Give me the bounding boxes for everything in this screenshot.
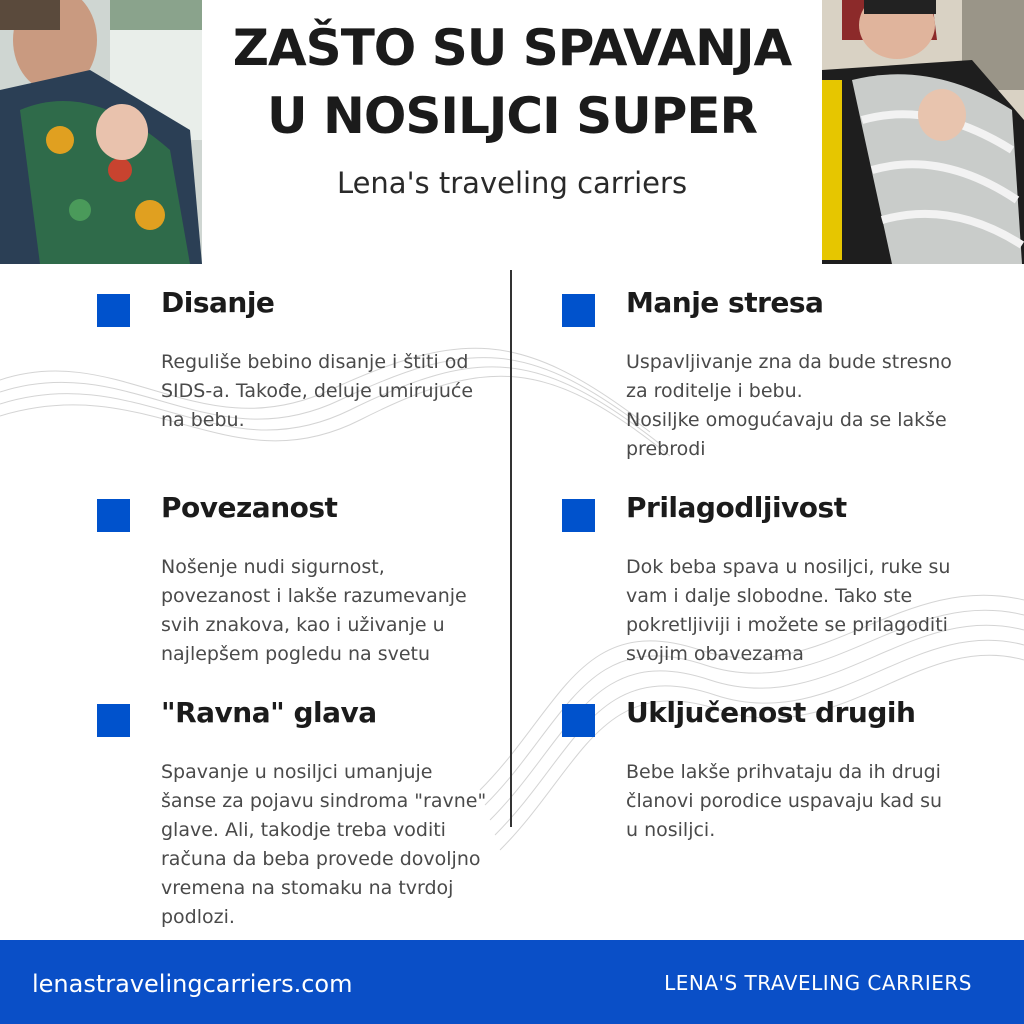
benefit-heading: Disanje	[161, 286, 275, 319]
benefit-description: Bebe lakše prihvataju da ih drugi članovi porodice uspavaju kad su u nosiljci.	[626, 761, 943, 841]
bullet-square-icon	[562, 294, 595, 327]
photo-father-with-baby	[0, 0, 202, 264]
benefit-description: Nošenje nudi sigurnost, povezanost i lakše razumevanje svih znakova, kao i uživanje u najlepšem pogledu na svetu	[161, 556, 467, 665]
benefit-heading: Uključenost drugih	[626, 696, 916, 729]
footer-bar	[0, 940, 1024, 1024]
benefit-heading: Prilagodljivost	[626, 491, 847, 524]
benefit-description: Dok beba spava u nosiljci, ruke su vam i dalje slobodne. Tako ste pokretljiviji i možete se prilagoditi svojim obavezama	[626, 556, 951, 665]
bullet-square-icon	[562, 499, 595, 532]
bullet-square-icon	[562, 704, 595, 737]
footer-brand-name: LENA'S TRAVELING CARRIERS	[664, 971, 972, 995]
page-title: ZAŠTO SU SPAVANJA U NOSILJCI SUPER	[232, 19, 792, 145]
bullet-square-icon	[97, 704, 130, 737]
bullet-square-icon	[97, 499, 130, 532]
benefit-heading: "Ravna" glava	[161, 696, 377, 729]
column-divider	[510, 270, 512, 827]
benefit-description: Reguliše bebino disanje i štiti od SIDS-a. Takođe, deluje umirujuće na bebu.	[161, 351, 474, 431]
benefit-heading: Povezanost	[161, 491, 338, 524]
benefit-heading: Manje stresa	[626, 286, 824, 319]
bullet-square-icon	[97, 294, 130, 327]
footer-website-link[interactable]: lenastravelingcarriers.com	[32, 970, 353, 998]
page-subtitle: Lena's traveling carriers	[336, 166, 688, 200]
benefit-description: Uspavljivanje zna da bude stresno za roditelje i bebu. Nosiljke omogućavaju da se lakše prebrodi	[626, 351, 952, 460]
photo-mother-with-baby	[822, 0, 1024, 264]
benefit-description: Spavanje u nosiljci umanjuje šanse za pojavu sindroma "ravne" glave. Ali, takodje treba voditi računa da beba provede dovoljno vremena na stomaku na tvrdoj podlozi.	[161, 761, 487, 928]
